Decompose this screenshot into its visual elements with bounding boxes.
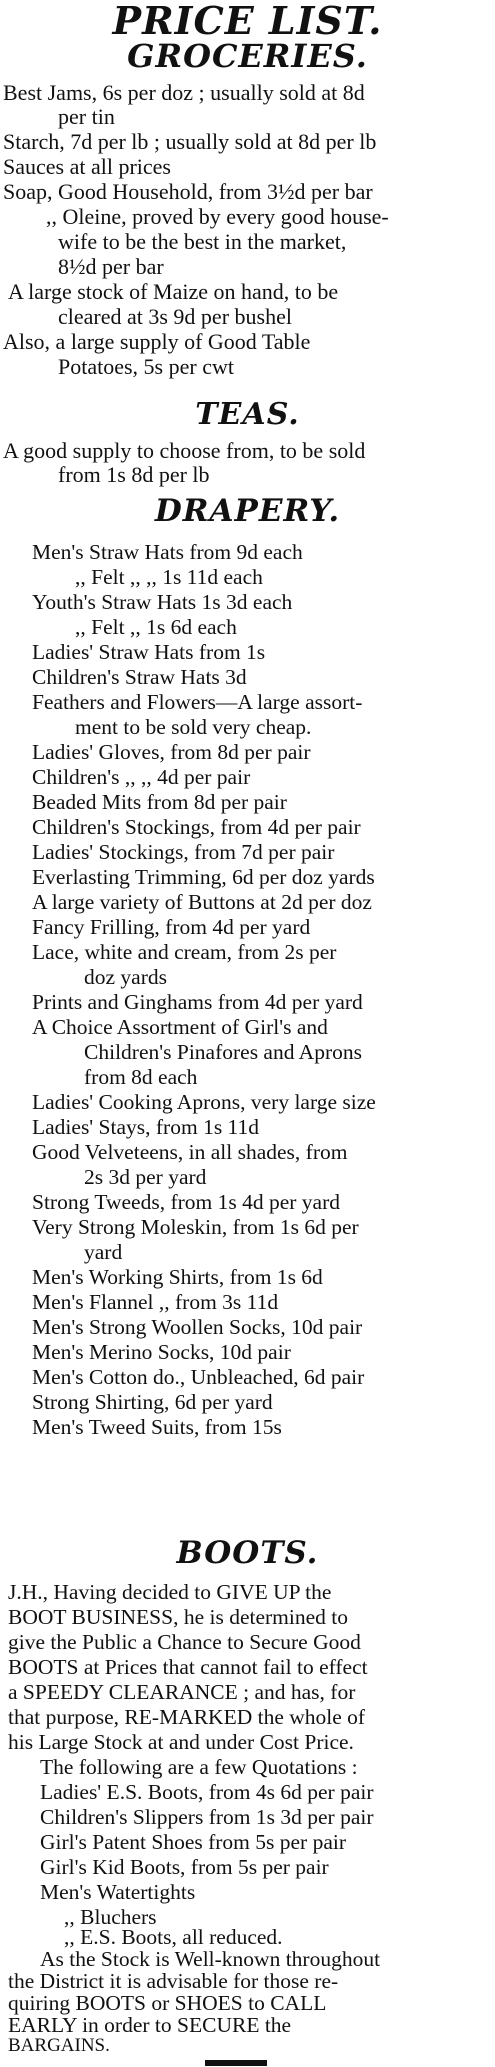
groceries-line: Also, a large supply of Good Table [3,329,311,354]
drapery-line: Men's Flannel ,, from 3s 11d [32,1290,279,1314]
drapery-line: Men's Working Shirts, from 1s 6d [32,1265,323,1289]
drapery-line: 2s 3d per yard [84,1165,207,1189]
boots-line: a SPEEDY CLEARANCE ; and has, for [8,1680,356,1704]
boots-line: ,, E.S. Boots, all reduced. [64,1925,283,1949]
drapery-line: Fancy Frilling, from 4d per yard [32,915,311,939]
boots-line: quiring BOOTS or SHOES to CALL [8,1991,327,2015]
drapery-line: Men's Strong Woollen Socks, 10d pair [32,1315,363,1339]
boots-line: BOOTS at Prices that cannot fail to effect [8,1655,368,1679]
drapery-line: Everlasting Trimming, 6d per doz yards [32,865,375,889]
drapery-line: from 8d each [84,1065,198,1089]
drapery-line: ,, Felt ,, 1s 6d each [75,615,237,639]
drapery-line: Youth's Straw Hats 1s 3d each [32,590,293,614]
drapery-line: Good Velveteens, in all shades, from [32,1140,348,1164]
groceries-line: Best Jams, 6s per doz ; usually sold at 8d [3,80,365,105]
groceries-line: 8½d per bar [58,254,164,279]
boots-line: Children's Slippers from 1s 3d per pair [40,1805,374,1829]
drapery-line: Men's Tweed Suits, from 15s [32,1415,282,1439]
groceries-line: ,, Oleine, proved by every good house- [46,204,389,229]
drapery-line: Ladies' Straw Hats from 1s [32,640,266,664]
drapery-line: Beaded Mits from 8d per pair [32,790,287,814]
main-title: PRICE LIST. [112,0,383,43]
boots-line: his Large Stock at and under Cost Price. [8,1730,354,1754]
boots-line: BARGAINS. [8,2035,110,2056]
groceries-line: per tin [58,104,115,129]
drapery-line: A large variety of Buttons at 2d per doz [32,890,372,914]
drapery-line: yard [84,1240,123,1264]
boots-line: the District it is advisable for those re- [8,1969,339,1993]
divider-rule [205,2060,267,2066]
drapery-heading: DRAPERY. [154,493,341,529]
drapery-line: A Choice Assortment of Girl's and [32,1015,328,1039]
drapery-line: Feathers and Flowers—A large assort- [32,690,363,714]
groceries-line: cleared at 3s 9d per bushel [58,304,292,329]
groceries-line: Sauces at all prices [3,154,171,179]
boots-line: The following are a few Quotations : [40,1755,358,1779]
drapery-line: doz yards [84,965,167,989]
boots-line: ,, Bluchers [64,1905,157,1929]
drapery-line: Children's Pinafores and Aprons [84,1040,362,1064]
teas-line: from 1s 8d per lb [58,462,210,487]
groceries-line: Starch, 7d per lb ; usually sold at 8d per lb [3,129,377,154]
drapery-line: Men's Merino Socks, 10d pair [32,1340,291,1364]
groceries-line: A large stock of Maize on hand, to be [8,279,339,304]
drapery-line: Ladies' Stays, from 1s 11d [32,1115,260,1139]
drapery-line: Very Strong Moleskin, from 1s 6d per [32,1215,359,1239]
teas-heading: TEAS. [195,397,300,432]
boots-line: As the Stock is Well-known throughout [40,1947,381,1971]
boots-line: Ladies' E.S. Boots, from 4s 6d per pair [40,1780,374,1804]
drapery-line: ,, Felt ,, ,, 1s 11d each [75,565,263,589]
teas-line: A good supply to choose from, to be sold [3,438,366,463]
drapery-line: Ladies' Gloves, from 8d per pair [32,740,311,764]
boots-line: that purpose, RE-MARKED the whole of [8,1705,366,1729]
drapery-line: Ladies' Stockings, from 7d per pair [32,840,335,864]
boots-line: give the Public a Chance to Secure Good [8,1630,361,1654]
drapery-line: Children's Stockings, from 4d per pair [32,815,361,839]
boots-heading: BOOTS. [176,1535,319,1571]
boots-line: Girl's Kid Boots, from 5s per pair [40,1855,329,1879]
drapery-line: Men's Straw Hats from 9d each [32,540,303,564]
drapery-line: Strong Tweeds, from 1s 4d per yard [32,1190,341,1214]
boots-line: J.H., Having decided to GIVE UP the [8,1580,332,1604]
drapery-line: ment to be sold very cheap. [75,715,312,739]
drapery-line: Ladies' Cooking Aprons, very large size [32,1090,376,1114]
drapery-line: Children's ,, ,, 4d per pair [32,765,251,789]
groceries-heading: GROCERIES. [127,37,368,75]
drapery-line: Children's Straw Hats 3d [32,665,247,689]
boots-line: Girl's Patent Shoes from 5s per pair [40,1830,347,1854]
boots-line: Men's Watertights [40,1880,196,1904]
boots-line: EARLY in order to SECURE the [8,2013,292,2037]
boots-line: BOOT BUSINESS, he is determined to [8,1605,349,1629]
drapery-line: Men's Cotton do., Unbleached, 6d pair [32,1365,365,1389]
drapery-line: Strong Shirting, 6d per yard [32,1390,273,1414]
groceries-line: wife to be the best in the market, [58,229,347,254]
groceries-line: Soap, Good Household, from 3½d per bar [3,179,373,204]
drapery-line: Lace, white and cream, from 2s per [32,940,337,964]
drapery-line: Prints and Ginghams from 4d per yard [32,990,363,1014]
groceries-line: Potatoes, 5s per cwt [58,354,234,379]
